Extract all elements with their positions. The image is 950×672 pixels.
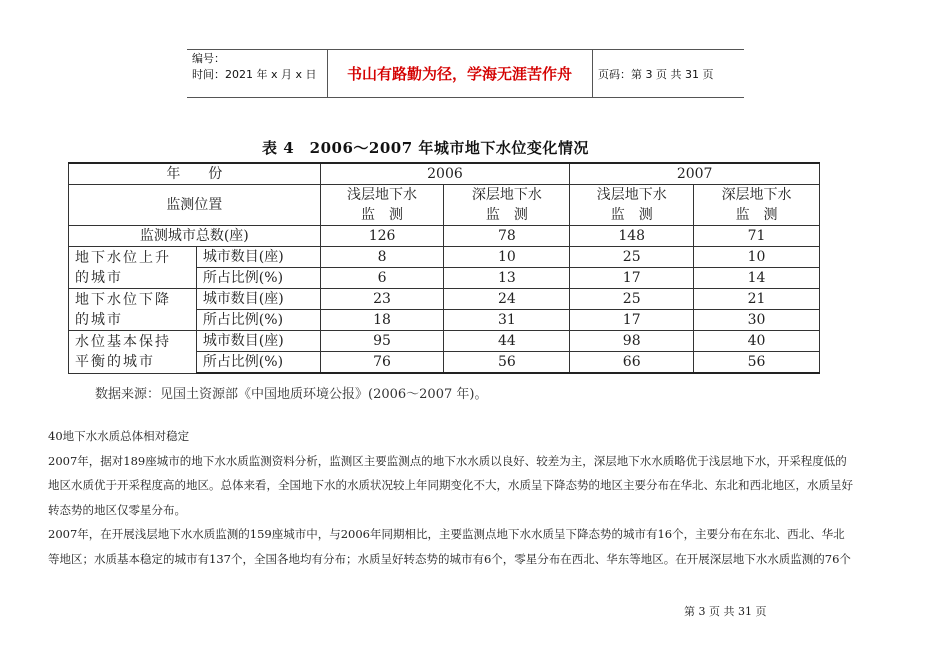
paragraph-line: 2007年，据对189座城市的地下水水质监测资料分析，监测区主要监测点的地下水水质以良好、较差为主，深层地下水水质略优于浅层地下水，开采程度低的 — [48, 453, 847, 468]
table-cell: 10 — [694, 247, 820, 268]
table-row — [69, 289, 820, 310]
group-rise-line2: 的城市 — [75, 269, 123, 286]
shallow-2007-line2: 监 测 — [610, 207, 653, 223]
shallow-2006-line2: 监 测 — [361, 207, 404, 223]
header-time-label: 时间：2021 年 x 月 x 日 — [192, 68, 317, 81]
paragraph-line: 转态势的地区仅零星分布。 — [48, 502, 186, 517]
table-cell: 44 — [444, 331, 570, 352]
table-cell: 66 — [570, 352, 694, 374]
year-2007: 2007 — [570, 163, 820, 185]
page-footer: 第 3 页 共 31 页 — [684, 605, 767, 618]
deep-2007-line1: 深层地下水 — [721, 187, 792, 203]
table-cell: 56 — [444, 352, 570, 374]
table-row — [69, 226, 820, 247]
deep-2007-line2: 监 测 — [735, 207, 778, 223]
table-cell: 56 — [694, 352, 820, 374]
deep-2007 — [694, 185, 820, 226]
table-cell: 30 — [694, 310, 820, 331]
position-header: 监测位置 — [69, 185, 321, 226]
group-fall — [69, 289, 197, 331]
section-heading: 40地下水水质总体相对稳定 — [48, 429, 190, 443]
table-cell: 71 — [694, 226, 820, 247]
body-text — [48, 424, 910, 571]
table-cell: 148 — [570, 226, 694, 247]
table-cell: 17 — [570, 268, 694, 289]
table-cell: 31 — [444, 310, 570, 331]
sub-count: 城市数目(座) — [196, 289, 320, 310]
group-stable-line1: 水位基本保持 — [75, 333, 171, 350]
table-row — [69, 331, 820, 352]
header-meta — [187, 50, 328, 97]
header-page-info: 页码：第 3 页 共 31 页 — [598, 67, 714, 81]
header-motto-cell — [327, 50, 593, 97]
table-cell: 6 — [320, 268, 444, 289]
table-title: 表 4 2006～2007 年城市地下水位变化情况 — [262, 139, 589, 157]
header-motto: 书山有路勤为径，学海无涯苦作舟 — [346, 65, 572, 83]
header-number-label: 编号： — [192, 52, 225, 65]
table-cell: 95 — [320, 331, 444, 352]
table-cell: 13 — [444, 268, 570, 289]
shallow-2007 — [570, 185, 694, 226]
total-label: 监测城市总数(座) — [69, 226, 321, 247]
sub-count: 城市数目(座) — [196, 331, 320, 352]
table-cell: 25 — [570, 289, 694, 310]
table-cell: 25 — [570, 247, 694, 268]
table-cell: 76 — [320, 352, 444, 374]
table-row — [69, 163, 820, 185]
table-cell: 21 — [694, 289, 820, 310]
table-cell: 98 — [570, 331, 694, 352]
page-header — [187, 49, 744, 98]
table-cell: 14 — [694, 268, 820, 289]
group-fall-line1: 地下水位下降 — [75, 291, 171, 308]
deep-2006-line2: 监 测 — [485, 207, 528, 223]
water-level-table — [68, 162, 820, 374]
table-cell: 24 — [444, 289, 570, 310]
group-stable-line2: 平衡的城市 — [75, 353, 155, 370]
year-header: 年 份 — [69, 163, 321, 185]
sub-count: 城市数目(座) — [196, 247, 320, 268]
sub-ratio: 所占比例(%) — [196, 310, 320, 331]
table-source: 数据来源：见国土资源部《中国地质环境公报》(2006～2007 年)。 — [95, 387, 488, 402]
paragraph-line: 地区水质优于开采程度高的地区。总体来看，全国地下水的水质状况较上年同期变化不大，水质呈下降态势的地区主要分布在华北、东北和西北地区，水质呈好 — [48, 478, 853, 492]
year-2006: 2006 — [320, 163, 570, 185]
table-row — [69, 247, 820, 268]
group-rise-line1: 地下水位上升 — [75, 249, 171, 266]
table-cell: 40 — [694, 331, 820, 352]
table-cell: 10 — [444, 247, 570, 268]
sub-ratio: 所占比例(%) — [196, 352, 320, 374]
table-cell: 8 — [320, 247, 444, 268]
shallow-2007-line1: 浅层地下水 — [596, 187, 667, 203]
table-cell: 126 — [320, 226, 444, 247]
deep-2006-line1: 深层地下水 — [471, 187, 542, 203]
table-cell: 23 — [320, 289, 444, 310]
sub-ratio: 所占比例(%) — [196, 268, 320, 289]
shallow-2006 — [320, 185, 444, 226]
table-cell: 18 — [320, 310, 444, 331]
paragraph-line: 2007年，在开展浅层地下水水质监测的159座城市中，与2006年同期相比，主要监测点地下水水质呈下降态势的城市有16个，主要分布在东北、西北、华北 — [48, 527, 845, 541]
paragraph-line: 等地区；水质基本稳定的城市有137个，全国各地均有分布；水质呈好转态势的城市有6个，零星分布在西北、华东等地区。在开展深层地下水水质监测的76个 — [48, 551, 851, 566]
group-fall-line2: 的城市 — [75, 311, 123, 328]
group-rise — [69, 247, 197, 289]
table-row — [69, 185, 820, 226]
table-cell: 78 — [444, 226, 570, 247]
group-stable — [69, 331, 197, 374]
shallow-2006-line1: 浅层地下水 — [347, 187, 418, 203]
table-cell: 17 — [570, 310, 694, 331]
deep-2006 — [444, 185, 570, 226]
